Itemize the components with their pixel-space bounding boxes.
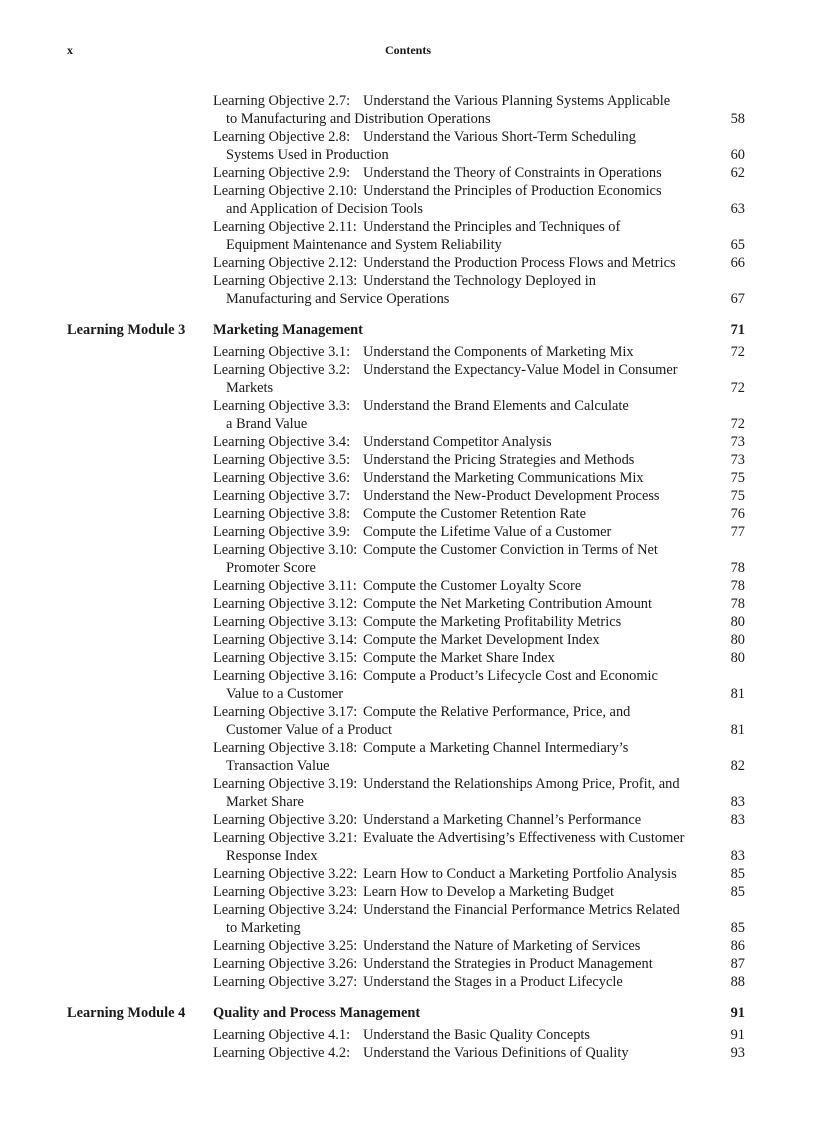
module-title: Quality and Process Management xyxy=(213,1005,421,1021)
objective-title: Compute the Customer Conviction in Terms of Net xyxy=(363,542,658,558)
toc-entry[interactable] xyxy=(0,1044,816,1062)
toc-entry[interactable] xyxy=(0,1026,816,1044)
objective-label: Learning Objective 3.24: xyxy=(213,902,358,918)
entry-first-line xyxy=(213,451,713,469)
entry-text xyxy=(213,703,713,739)
toc-entry[interactable] xyxy=(0,164,816,182)
entry-first-line xyxy=(213,865,713,883)
toc-entry[interactable] xyxy=(0,703,816,739)
entry-page-number: 80 xyxy=(730,632,745,648)
toc-entry[interactable] xyxy=(0,272,816,308)
objective-title: Compute the Relative Performance, Price, and xyxy=(363,704,631,720)
entry-text xyxy=(213,739,713,775)
objective-label: Learning Objective 3.6: xyxy=(213,470,351,486)
objective-label: Learning Objective 3.12: xyxy=(213,596,358,612)
entry-page-number: 83 xyxy=(730,794,745,810)
toc-entry[interactable] xyxy=(0,649,816,667)
toc-entry[interactable] xyxy=(0,865,816,883)
entry-first-line xyxy=(213,505,713,523)
entry-text xyxy=(213,1026,713,1044)
module-heading-row[interactable] xyxy=(0,1004,816,1022)
entry-text xyxy=(213,272,713,308)
objective-label: Learning Objective 3.2: xyxy=(213,362,351,378)
entry-first-line xyxy=(213,343,713,361)
entry-first-line xyxy=(213,487,713,505)
module-label: Learning Module 3 xyxy=(67,322,186,338)
entry-continuation-line: Market Share xyxy=(226,794,304,810)
entry-page-number: 63 xyxy=(730,201,745,217)
entry-first-line xyxy=(213,649,713,667)
entry-first-line xyxy=(213,829,713,847)
entry-text xyxy=(213,613,713,631)
entry-first-line xyxy=(213,811,713,829)
entry-page-number: 72 xyxy=(730,380,745,396)
entry-first-line xyxy=(213,164,713,182)
entry-text xyxy=(213,218,713,254)
objective-title: Understand the Principles and Techniques of xyxy=(363,219,621,235)
entry-first-line xyxy=(213,469,713,487)
objective-title: Understand the Stages in a Product Lifecycle xyxy=(363,974,623,990)
objective-label: Learning Objective 3.1: xyxy=(213,344,351,360)
objective-label: Learning Objective 3.14: xyxy=(213,632,358,648)
entry-continuation-line: Systems Used in Production xyxy=(226,147,389,163)
toc-entry[interactable] xyxy=(0,775,816,811)
objective-label: Learning Objective 3.5: xyxy=(213,452,351,468)
entry-page-number: 76 xyxy=(730,506,745,522)
entry-first-line xyxy=(213,955,713,973)
entry-page-number: 66 xyxy=(730,255,745,271)
module-spacer xyxy=(0,308,816,321)
objective-title: Compute the Customer Retention Rate xyxy=(363,506,587,522)
page-number: x xyxy=(67,43,73,57)
running-header-title: Contents xyxy=(384,43,431,57)
entry-page-number: 85 xyxy=(730,920,745,936)
entry-page-number: 85 xyxy=(730,866,745,882)
objective-label: Learning Objective 3.3: xyxy=(213,398,351,414)
module-label: Learning Module 4 xyxy=(67,1005,186,1021)
entry-text xyxy=(213,451,713,469)
entry-page-number: 86 xyxy=(730,938,745,954)
objective-label: Learning Objective 3.8: xyxy=(213,506,351,522)
entry-text xyxy=(213,973,713,991)
entry-first-line xyxy=(213,937,713,955)
module-spacer xyxy=(0,991,816,1004)
objective-title: Understand the Principles of Production Economics xyxy=(363,183,662,199)
entry-text xyxy=(213,361,713,397)
entry-first-line xyxy=(213,523,713,541)
objective-label: Learning Objective 3.11: xyxy=(213,578,357,594)
entry-text xyxy=(213,667,713,703)
entry-page-number: 78 xyxy=(730,560,745,576)
toc-entry[interactable] xyxy=(0,577,816,595)
toc-entry[interactable] xyxy=(0,469,816,487)
toc-entry[interactable] xyxy=(0,433,816,451)
entry-page-number: 82 xyxy=(730,758,745,774)
entry-text xyxy=(213,883,713,901)
objective-title: Understand the Components of Marketing Mix xyxy=(363,344,634,360)
entry-page-number: 60 xyxy=(730,147,745,163)
entry-first-line xyxy=(213,541,713,559)
entry-text xyxy=(213,1044,713,1062)
objective-label: Learning Objective 2.9: xyxy=(213,165,351,181)
objective-title: Understand the Technology Deployed in xyxy=(363,273,596,289)
entry-text xyxy=(213,128,713,164)
objective-label: Learning Objective 3.22: xyxy=(213,866,358,882)
entry-first-line xyxy=(213,254,713,272)
objective-title: Compute a Product’s Lifecycle Cost and Economic xyxy=(363,668,658,684)
objective-label: Learning Objective 2.12: xyxy=(213,255,358,271)
toc-entry[interactable] xyxy=(0,901,816,937)
entry-text xyxy=(213,487,713,505)
entry-first-line xyxy=(213,901,713,919)
objective-title: Understand the Various Planning Systems Applicable xyxy=(363,93,671,109)
objective-title: Evaluate the Advertising’s Effectiveness with Customer xyxy=(363,830,685,846)
entry-text xyxy=(213,865,713,883)
entry-page-number: 65 xyxy=(730,237,745,253)
objective-label: Learning Objective 2.13: xyxy=(213,273,358,289)
objective-label: Learning Objective 2.10: xyxy=(213,183,358,199)
objective-label: Learning Objective 3.18: xyxy=(213,740,358,756)
objective-title: Understand the Theory of Constraints in Operations xyxy=(363,165,662,181)
entry-page-number: 72 xyxy=(730,416,745,432)
objective-title: Understand the Pricing Strategies and Methods xyxy=(363,452,635,468)
toc-entry[interactable] xyxy=(0,955,816,973)
entry-text xyxy=(213,505,713,523)
objective-label: Learning Objective 4.2: xyxy=(213,1045,351,1061)
entry-text xyxy=(213,577,713,595)
objective-label: Learning Objective 3.4: xyxy=(213,434,351,450)
toc-entry[interactable] xyxy=(0,523,816,541)
entry-page-number: 81 xyxy=(730,722,745,738)
entry-page-number: 73 xyxy=(730,452,745,468)
entry-page-number: 81 xyxy=(730,686,745,702)
entry-text xyxy=(213,595,713,613)
objective-label: Learning Objective 3.17: xyxy=(213,704,358,720)
objective-title: Compute the Net Marketing Contribution Amount xyxy=(363,596,652,612)
module-page-number: 91 xyxy=(730,1005,745,1021)
objective-label: Learning Objective 3.15: xyxy=(213,650,358,666)
entry-continuation-line: and Application of Decision Tools xyxy=(226,201,423,217)
entry-page-number: 72 xyxy=(730,344,745,360)
entry-first-line xyxy=(213,128,713,146)
entry-page-number: 75 xyxy=(730,488,745,504)
entry-text xyxy=(213,523,713,541)
entry-first-line xyxy=(213,775,713,793)
objective-title: Understand Competitor Analysis xyxy=(363,434,552,450)
entry-text xyxy=(213,631,713,649)
objective-title: Understand the Nature of Marketing of Services xyxy=(363,938,641,954)
entry-first-line xyxy=(213,631,713,649)
toc-entry[interactable] xyxy=(0,613,816,631)
toc-entry[interactable] xyxy=(0,541,816,577)
objective-title: Understand the Relationships Among Price, Profit, and xyxy=(363,776,680,792)
entry-first-line xyxy=(213,1026,713,1044)
entry-first-line xyxy=(213,703,713,721)
objective-title: Understand the New-Product Development Process xyxy=(363,488,660,504)
objective-label: Learning Objective 3.27: xyxy=(213,974,358,990)
objective-title: Understand a Marketing Channel’s Performance xyxy=(363,812,642,828)
entry-page-number: 77 xyxy=(730,524,745,540)
objective-title: Compute the Customer Loyalty Score xyxy=(363,578,582,594)
entry-continuation-line: to Manufacturing and Distribution Operations xyxy=(226,111,491,127)
entry-page-number: 87 xyxy=(730,956,745,972)
objective-label: Learning Objective 3.7: xyxy=(213,488,351,504)
objective-label: Learning Objective 2.7: xyxy=(213,93,351,109)
entry-continuation-line: Value to a Customer xyxy=(226,686,344,702)
toc-entry[interactable] xyxy=(0,92,816,128)
toc-entry[interactable] xyxy=(0,883,816,901)
objective-label: Learning Objective 4.1: xyxy=(213,1027,351,1043)
entry-page-number: 62 xyxy=(730,165,745,181)
objective-title: Understand the Production Process Flows and Metrics xyxy=(363,255,676,271)
entry-text xyxy=(213,775,713,811)
entry-continuation-line: Equipment Maintenance and System Reliability xyxy=(226,237,502,253)
toc-entry[interactable] xyxy=(0,829,816,865)
entry-text xyxy=(213,829,713,865)
toc-entry[interactable] xyxy=(0,811,816,829)
objective-label: Learning Objective 3.20: xyxy=(213,812,358,828)
entry-text xyxy=(213,649,713,667)
entry-continuation-line: Promoter Score xyxy=(226,560,316,576)
toc-entry[interactable] xyxy=(0,451,816,469)
objective-label: Learning Objective 2.11: xyxy=(213,219,357,235)
entry-page-number: 88 xyxy=(730,974,745,990)
entry-first-line xyxy=(213,92,713,110)
entry-text xyxy=(213,182,713,218)
module-title: Marketing Management xyxy=(213,322,363,338)
entry-page-number: 67 xyxy=(730,291,745,307)
entry-text xyxy=(213,955,713,973)
objective-label: Learning Objective 3.25: xyxy=(213,938,358,954)
entry-first-line xyxy=(213,595,713,613)
entry-text xyxy=(213,433,713,451)
objective-title: Learn How to Conduct a Marketing Portfolio Analysis xyxy=(363,866,677,882)
entry-page-number: 83 xyxy=(730,812,745,828)
objective-title: Compute the Market Development Index xyxy=(363,632,600,648)
objective-title: Compute the Lifetime Value of a Customer xyxy=(363,524,612,540)
objective-title: Understand the Financial Performance Metrics Related xyxy=(363,902,680,918)
entry-first-line xyxy=(213,1044,713,1062)
toc-entry[interactable] xyxy=(0,254,816,272)
objective-label: Learning Objective 3.21: xyxy=(213,830,358,846)
entry-page-number: 80 xyxy=(730,614,745,630)
entry-continuation-line: Customer Value of a Product xyxy=(226,722,392,738)
entry-text xyxy=(213,541,713,577)
entry-first-line xyxy=(213,613,713,631)
entry-first-line xyxy=(213,361,713,379)
entry-text xyxy=(213,92,713,128)
entry-text xyxy=(213,397,713,433)
objective-label: Learning Objective 3.10: xyxy=(213,542,358,558)
entry-first-line xyxy=(213,973,713,991)
toc-entry[interactable] xyxy=(0,361,816,397)
entry-page-number: 78 xyxy=(730,578,745,594)
entry-first-line xyxy=(213,577,713,595)
entry-first-line xyxy=(213,272,713,290)
entry-page-number: 93 xyxy=(730,1045,745,1061)
entry-page-number: 73 xyxy=(730,434,745,450)
entry-continuation-line: Manufacturing and Service Operations xyxy=(226,291,450,307)
toc-entry[interactable] xyxy=(0,487,816,505)
entry-text xyxy=(213,811,713,829)
entry-first-line xyxy=(213,883,713,901)
objective-title: Understand the Marketing Communications Mix xyxy=(363,470,644,486)
entry-text xyxy=(213,254,713,272)
table-of-contents xyxy=(0,92,816,1062)
toc-entry[interactable] xyxy=(0,182,816,218)
toc-entry[interactable] xyxy=(0,973,816,991)
objective-label: Learning Objective 3.19: xyxy=(213,776,358,792)
objective-title: Understand the Strategies in Product Management xyxy=(363,956,653,972)
objective-title: Compute the Marketing Profitability Metrics xyxy=(363,614,622,630)
objective-label: Learning Objective 3.9: xyxy=(213,524,351,540)
module-page-number: 71 xyxy=(730,322,745,338)
entry-page-number: 80 xyxy=(730,650,745,666)
entry-first-line xyxy=(213,182,713,200)
entry-text xyxy=(213,164,713,182)
entry-continuation-line: Response Index xyxy=(226,848,318,864)
module-heading-row[interactable] xyxy=(0,321,816,339)
toc-entry[interactable] xyxy=(0,667,816,703)
entry-continuation-line: Markets xyxy=(226,380,274,396)
objective-title: Compute a Marketing Channel Intermediary’s xyxy=(363,740,629,756)
entry-page-number: 78 xyxy=(730,596,745,612)
entry-first-line xyxy=(213,667,713,685)
toc-entry[interactable] xyxy=(0,128,816,164)
entry-page-number: 91 xyxy=(730,1027,745,1043)
objective-title: Compute the Market Share Index xyxy=(363,650,555,666)
toc-entry[interactable] xyxy=(0,631,816,649)
entry-text xyxy=(213,469,713,487)
toc-entry[interactable] xyxy=(0,505,816,523)
entry-page-number: 85 xyxy=(730,884,745,900)
entry-first-line xyxy=(213,739,713,757)
toc-entry[interactable] xyxy=(0,397,816,433)
entry-continuation-line: Transaction Value xyxy=(226,758,330,774)
toc-entry[interactable] xyxy=(0,595,816,613)
objective-label: Learning Objective 3.26: xyxy=(213,956,358,972)
toc-entry[interactable] xyxy=(0,739,816,775)
objective-label: Learning Objective 3.16: xyxy=(213,668,358,684)
toc-entry[interactable] xyxy=(0,343,816,361)
toc-entry[interactable] xyxy=(0,218,816,254)
objective-title: Understand the Basic Quality Concepts xyxy=(363,1027,591,1043)
entry-first-line xyxy=(213,218,713,236)
objective-title: Understand the Expectancy-Value Model in Consumer xyxy=(363,362,678,378)
entry-text xyxy=(213,343,713,361)
objective-title: Understand the Various Short-Term Scheduling xyxy=(363,129,636,145)
entry-page-number: 58 xyxy=(730,111,745,127)
entry-page-number: 83 xyxy=(730,848,745,864)
entry-first-line xyxy=(213,397,713,415)
objective-label: Learning Objective 2.8: xyxy=(213,129,351,145)
entry-text xyxy=(213,937,713,955)
objective-title: Learn How to Develop a Marketing Budget xyxy=(363,884,614,900)
entry-page-number: 75 xyxy=(730,470,745,486)
objective-label: Learning Objective 3.23: xyxy=(213,884,358,900)
objective-title: Understand the Brand Elements and Calculate xyxy=(363,398,629,414)
objective-title: Understand the Various Definitions of Quality xyxy=(363,1045,629,1061)
objective-label: Learning Objective 3.13: xyxy=(213,614,358,630)
entry-continuation-line: to Marketing xyxy=(226,920,301,936)
entry-text xyxy=(213,901,713,937)
entry-continuation-line: a Brand Value xyxy=(226,416,308,432)
toc-entry[interactable] xyxy=(0,937,816,955)
entry-first-line xyxy=(213,433,713,451)
